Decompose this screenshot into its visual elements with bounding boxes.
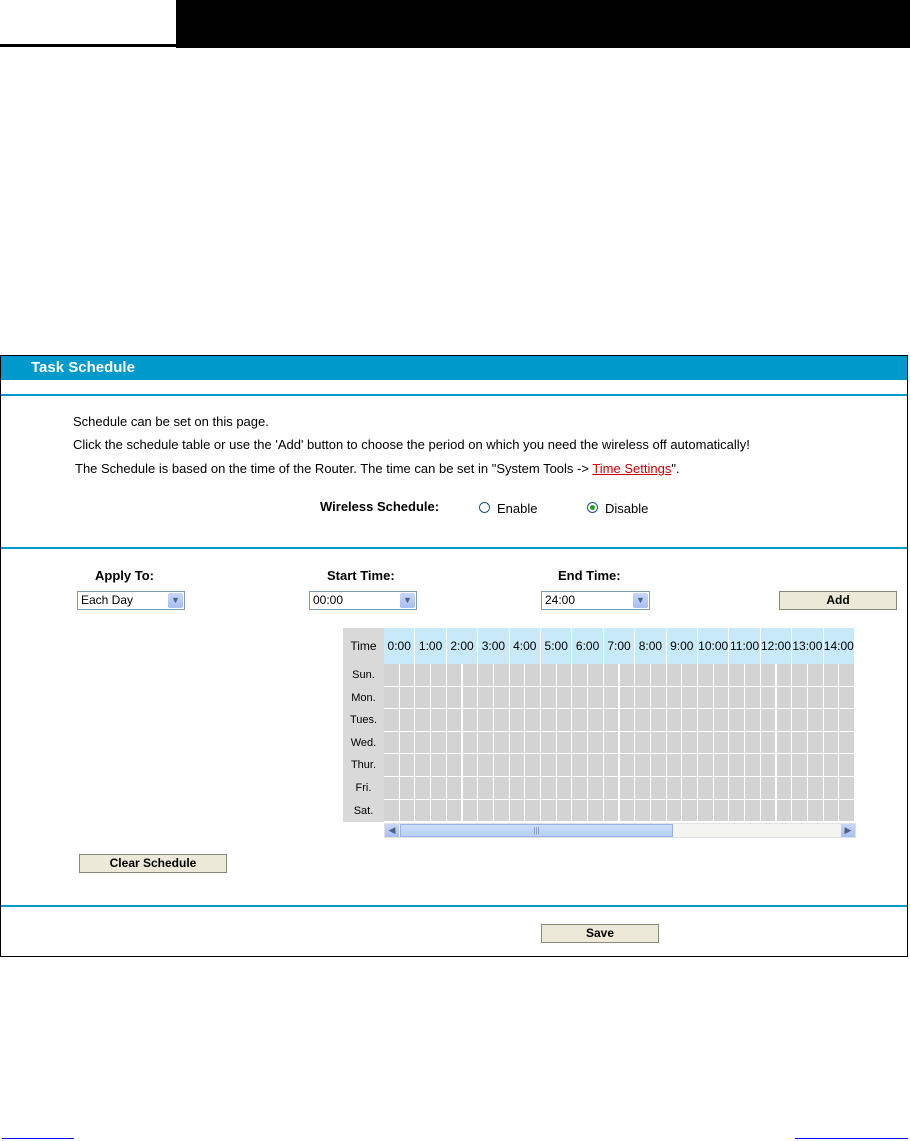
save-button[interactable]: Save [541,924,659,943]
schedule-slot[interactable] [431,800,447,823]
header-black-bar [176,0,910,48]
schedule-slot[interactable] [635,687,651,710]
schedule-slot[interactable] [777,709,793,732]
schedule-slot[interactable] [400,709,416,732]
schedule-slot[interactable] [635,664,651,687]
schedule-slot[interactable] [604,709,620,732]
hour-header: 8:00 [635,628,666,664]
schedule-slot[interactable] [792,664,808,687]
schedule-slot[interactable] [682,709,698,732]
schedule-slot[interactable] [651,800,667,823]
schedule-slot[interactable] [745,732,761,755]
schedule-slot[interactable] [384,777,400,800]
schedule-slot[interactable] [651,732,667,755]
schedule-slot[interactable] [667,777,683,800]
schedule-slot[interactable] [541,754,557,777]
schedule-slot[interactable] [714,687,730,710]
schedule-slot[interactable] [714,754,730,777]
schedule-slot[interactable] [620,687,636,710]
schedule-slot[interactable] [400,732,416,755]
add-button[interactable]: Add [779,591,897,610]
schedule-slot[interactable] [415,800,431,823]
schedule-slot[interactable] [839,687,855,710]
schedule-slot[interactable] [494,664,510,687]
clear-schedule-button[interactable]: Clear Schedule [79,854,227,873]
schedule-slot[interactable] [682,777,698,800]
schedule-slot[interactable] [541,777,557,800]
schedule-slot[interactable] [510,800,526,823]
schedule-slot[interactable] [682,732,698,755]
schedule-slot[interactable] [824,664,840,687]
schedule-slot[interactable] [588,777,604,800]
schedule-slot[interactable] [839,800,855,823]
schedule-slot[interactable] [824,754,840,777]
schedule-slot[interactable] [651,687,667,710]
schedule-slot[interactable] [525,732,541,755]
divider-bottom [1,905,907,907]
schedule-slot[interactable] [494,754,510,777]
day-label: Wed. [343,732,384,755]
schedule-slot[interactable] [839,777,855,800]
schedule-slot[interactable] [478,664,494,687]
schedule-slot[interactable] [572,687,588,710]
end-time-label: End Time: [558,568,621,583]
schedule-slot[interactable] [415,777,431,800]
schedule-slot[interactable] [525,709,541,732]
schedule-slot[interactable] [557,754,573,777]
schedule-slot[interactable] [384,754,400,777]
schedule-slot[interactable] [651,754,667,777]
schedule-slot[interactable] [463,800,479,823]
schedule-slot[interactable] [745,709,761,732]
schedule-slot[interactable] [494,777,510,800]
schedule-slot[interactable] [620,754,636,777]
schedule-slot[interactable] [792,800,808,823]
schedule-slot[interactable] [447,754,463,777]
schedule-slot[interactable] [620,732,636,755]
schedule-slot[interactable] [745,777,761,800]
schedule-slot[interactable] [714,777,730,800]
chevron-down-icon: ▼ [168,593,183,608]
schedule-slot[interactable] [714,709,730,732]
schedule-slot[interactable] [698,664,714,687]
schedule-slot[interactable] [682,664,698,687]
chevron-down-icon: ▼ [633,593,648,608]
schedule-slot[interactable] [494,709,510,732]
schedule-slot[interactable] [431,687,447,710]
schedule-slot[interactable] [635,754,651,777]
schedule-slot[interactable] [635,709,651,732]
schedule-slot[interactable] [415,709,431,732]
schedule-slot[interactable] [839,732,855,755]
start-time-select[interactable] [309,591,417,610]
schedule-slot[interactable] [808,709,824,732]
schedule-slot[interactable] [494,732,510,755]
schedule-slot[interactable] [384,664,400,687]
schedule-slot[interactable] [447,687,463,710]
end-time-select[interactable] [541,591,650,610]
time-settings-link[interactable]: Time Settings [592,461,672,476]
schedule-slot[interactable] [729,754,745,777]
hour-header: 5:00 [541,628,572,664]
header-left-tab [0,0,176,47]
schedule-slot[interactable] [557,664,573,687]
schedule-slot[interactable] [714,732,730,755]
schedule-slot[interactable] [447,777,463,800]
schedule-slot[interactable] [808,800,824,823]
schedule-slot[interactable] [777,687,793,710]
schedule-slot[interactable] [651,777,667,800]
schedule-grid[interactable] [343,628,856,838]
schedule-slot[interactable] [431,709,447,732]
hour-header: 12:00 [761,628,792,664]
schedule-slot[interactable] [729,800,745,823]
hour-header: 11:00 [729,628,760,664]
schedule-slot[interactable] [557,800,573,823]
schedule-slot[interactable] [682,754,698,777]
schedule-slot[interactable] [698,777,714,800]
hour-header: 13:00 [792,628,823,664]
schedule-slot[interactable] [415,732,431,755]
schedule-slot[interactable] [588,687,604,710]
hour-header: 9:00 [667,628,698,664]
schedule-slot[interactable] [478,777,494,800]
schedule-slot[interactable] [541,709,557,732]
schedule-slot[interactable] [510,754,526,777]
schedule-slot[interactable] [510,777,526,800]
schedule-slot[interactable] [572,777,588,800]
schedule-slot[interactable] [808,754,824,777]
schedule-slot[interactable] [463,664,479,687]
schedule-slot[interactable] [792,754,808,777]
schedule-slot[interactable] [651,664,667,687]
schedule-slot[interactable] [572,732,588,755]
schedule-slot[interactable] [761,800,777,823]
scrollbar-thumb[interactable]: ||| [400,824,673,837]
footer-link-underline [795,1138,908,1139]
schedule-slot[interactable] [667,732,683,755]
schedule-slot[interactable] [510,709,526,732]
schedule-slot[interactable] [588,754,604,777]
disable-radio[interactable] [587,502,598,513]
arrow-left-icon[interactable]: ◀ [385,824,399,837]
schedule-slot[interactable] [447,664,463,687]
schedule-slot[interactable] [447,800,463,823]
schedule-slot[interactable] [478,800,494,823]
schedule-slot[interactable] [777,800,793,823]
schedule-slot[interactable] [761,777,777,800]
schedule-slot[interactable] [698,754,714,777]
intro-line-2: Click the schedule table or use the 'Add' button to choose the period on which you need the wireless off automatically! [73,437,750,452]
schedule-slot[interactable] [572,664,588,687]
schedule-slot[interactable] [604,777,620,800]
schedule-slot[interactable] [729,664,745,687]
schedule-slot[interactable] [620,664,636,687]
schedule-slot[interactable] [415,754,431,777]
schedule-slot[interactable] [714,664,730,687]
apply-to-select[interactable] [77,591,185,610]
start-time-label: Start Time: [327,568,395,583]
schedule-slot[interactable] [792,687,808,710]
schedule-slot[interactable] [431,777,447,800]
schedule-slot[interactable] [777,777,793,800]
schedule-slot[interactable] [651,709,667,732]
hour-header: 14:00 [824,628,855,664]
document-header [0,0,910,50]
schedule-slot[interactable] [384,732,400,755]
schedule-slot[interactable] [761,732,777,755]
schedule-slot[interactable] [777,664,793,687]
schedule-slot[interactable] [777,754,793,777]
schedule-slot[interactable] [667,709,683,732]
day-label: Tues. [343,709,384,732]
schedule-slot[interactable] [745,800,761,823]
day-label: Sat. [343,800,384,823]
schedule-slot[interactable] [620,800,636,823]
schedule-slot[interactable] [839,709,855,732]
day-label: Fri. [343,777,384,800]
hour-header: 0:00 [384,628,415,664]
schedule-slot[interactable] [824,800,840,823]
schedule-slot[interactable] [635,732,651,755]
schedule-slot[interactable] [431,754,447,777]
arrow-right-icon[interactable]: ▶ [841,824,855,837]
grid-corner-time-label: Time [343,628,384,664]
schedule-slot[interactable] [698,732,714,755]
schedule-slot[interactable] [761,709,777,732]
schedule-slot[interactable] [525,777,541,800]
hour-header: 6:00 [572,628,603,664]
schedule-slot[interactable] [604,732,620,755]
schedule-slot[interactable] [729,709,745,732]
wireless-schedule-label: Wireless Schedule: [320,499,440,514]
hour-header: 7:00 [604,628,635,664]
schedule-slot[interactable] [541,732,557,755]
schedule-slot[interactable] [384,709,400,732]
schedule-slot[interactable] [604,687,620,710]
schedule-slot[interactable] [525,754,541,777]
schedule-slot[interactable] [478,709,494,732]
schedule-slot[interactable] [557,732,573,755]
footer-link-underline [2,1138,74,1139]
schedule-slot[interactable] [510,664,526,687]
schedule-slot[interactable] [431,664,447,687]
schedule-slot[interactable] [478,754,494,777]
schedule-slot[interactable] [572,709,588,732]
end-time-value: 24:00 [545,593,576,607]
schedule-slot[interactable] [400,777,416,800]
intro-line-3 [75,461,680,476]
chevron-down-icon: ▼ [400,593,415,608]
schedule-slot[interactable] [792,777,808,800]
schedule-slot[interactable] [808,664,824,687]
schedule-slot[interactable] [682,800,698,823]
schedule-slot[interactable] [667,664,683,687]
schedule-slot[interactable] [604,664,620,687]
schedule-slot[interactable] [588,800,604,823]
schedule-slot[interactable] [525,687,541,710]
day-label: Mon. [343,687,384,710]
schedule-slot[interactable] [431,732,447,755]
schedule-slot[interactable] [839,664,855,687]
enable-radio[interactable] [479,502,490,513]
grid-horizontal-scrollbar[interactable] [384,823,856,838]
schedule-slot[interactable] [400,754,416,777]
schedule-slot[interactable] [541,800,557,823]
divider-middle [1,547,907,549]
schedule-slot[interactable] [777,732,793,755]
schedule-slot[interactable] [635,800,651,823]
schedule-slot[interactable] [667,687,683,710]
schedule-slot[interactable] [400,664,416,687]
schedule-slot[interactable] [588,709,604,732]
panel-title: Task Schedule [1,356,907,380]
schedule-slot[interactable] [745,687,761,710]
day-label: Sun. [343,664,384,687]
schedule-slot[interactable] [729,687,745,710]
schedule-slot[interactable] [557,687,573,710]
schedule-slot[interactable] [714,800,730,823]
hour-header: 10:00 [698,628,729,664]
schedule-slot[interactable] [761,664,777,687]
schedule-slot[interactable] [682,687,698,710]
enable-radio-label[interactable]: Enable [497,501,538,516]
apply-to-value: Each Day [81,593,134,607]
schedule-slot[interactable] [667,754,683,777]
schedule-slot[interactable] [729,777,745,800]
schedule-slot[interactable] [698,800,714,823]
schedule-slot[interactable] [541,687,557,710]
schedule-slot[interactable] [447,709,463,732]
schedule-slot[interactable] [839,754,855,777]
task-schedule-panel [0,355,908,957]
schedule-slot[interactable] [510,687,526,710]
schedule-slot[interactable] [463,687,479,710]
schedule-slot[interactable] [761,754,777,777]
day-label: Thur. [343,754,384,777]
schedule-slot[interactable] [384,800,400,823]
schedule-slot[interactable] [463,709,479,732]
schedule-slot[interactable] [667,800,683,823]
schedule-slot[interactable] [729,732,745,755]
schedule-slot[interactable] [808,732,824,755]
schedule-slot[interactable] [447,732,463,755]
hour-header: 1:00 [415,628,446,664]
schedule-slot[interactable] [620,709,636,732]
schedule-slot[interactable] [400,800,416,823]
schedule-slot[interactable] [635,777,651,800]
schedule-slot[interactable] [572,754,588,777]
schedule-slot[interactable] [604,800,620,823]
apply-to-label: Apply To: [95,568,154,583]
schedule-slot[interactable] [620,777,636,800]
schedule-slot[interactable] [478,732,494,755]
schedule-slot[interactable] [588,732,604,755]
schedule-slot[interactable] [384,687,400,710]
schedule-slot[interactable] [698,709,714,732]
schedule-slot[interactable] [824,732,840,755]
schedule-slot[interactable] [572,800,588,823]
schedule-slot[interactable] [588,664,604,687]
intro-line-3-suffix: ". [671,461,680,476]
schedule-slot[interactable] [557,709,573,732]
schedule-slot[interactable] [494,800,510,823]
schedule-slot[interactable] [792,709,808,732]
schedule-slot[interactable] [541,664,557,687]
schedule-slot[interactable] [604,754,620,777]
schedule-slot[interactable] [463,754,479,777]
schedule-slot[interactable] [698,687,714,710]
schedule-slot[interactable] [494,687,510,710]
schedule-slot[interactable] [824,687,840,710]
divider-top [1,394,907,396]
schedule-slot[interactable] [415,664,431,687]
hour-header: 2:00 [447,628,478,664]
intro-line-1: Schedule can be set on this page. [73,414,269,429]
schedule-slot[interactable] [415,687,431,710]
hour-header: 4:00 [510,628,541,664]
schedule-slot[interactable] [792,732,808,755]
schedule-slot[interactable] [463,777,479,800]
schedule-slot[interactable] [808,777,824,800]
intro-line-3-prefix: The Schedule is based on the time of the Router. The time can be set in "System Tools -> [75,461,593,476]
schedule-slot[interactable] [463,732,479,755]
schedule-slot[interactable] [808,687,824,710]
schedule-slot[interactable] [557,777,573,800]
schedule-slot[interactable] [525,800,541,823]
schedule-slot[interactable] [761,687,777,710]
schedule-slot[interactable] [400,687,416,710]
schedule-slot[interactable] [510,732,526,755]
schedule-slot[interactable] [525,664,541,687]
schedule-slot[interactable] [824,709,840,732]
schedule-slot[interactable] [824,777,840,800]
start-time-value: 00:00 [313,593,344,607]
schedule-slot[interactable] [478,687,494,710]
schedule-slot[interactable] [745,664,761,687]
schedule-slot[interactable] [745,754,761,777]
hour-header: 3:00 [478,628,509,664]
disable-radio-label[interactable]: Disable [605,501,649,516]
